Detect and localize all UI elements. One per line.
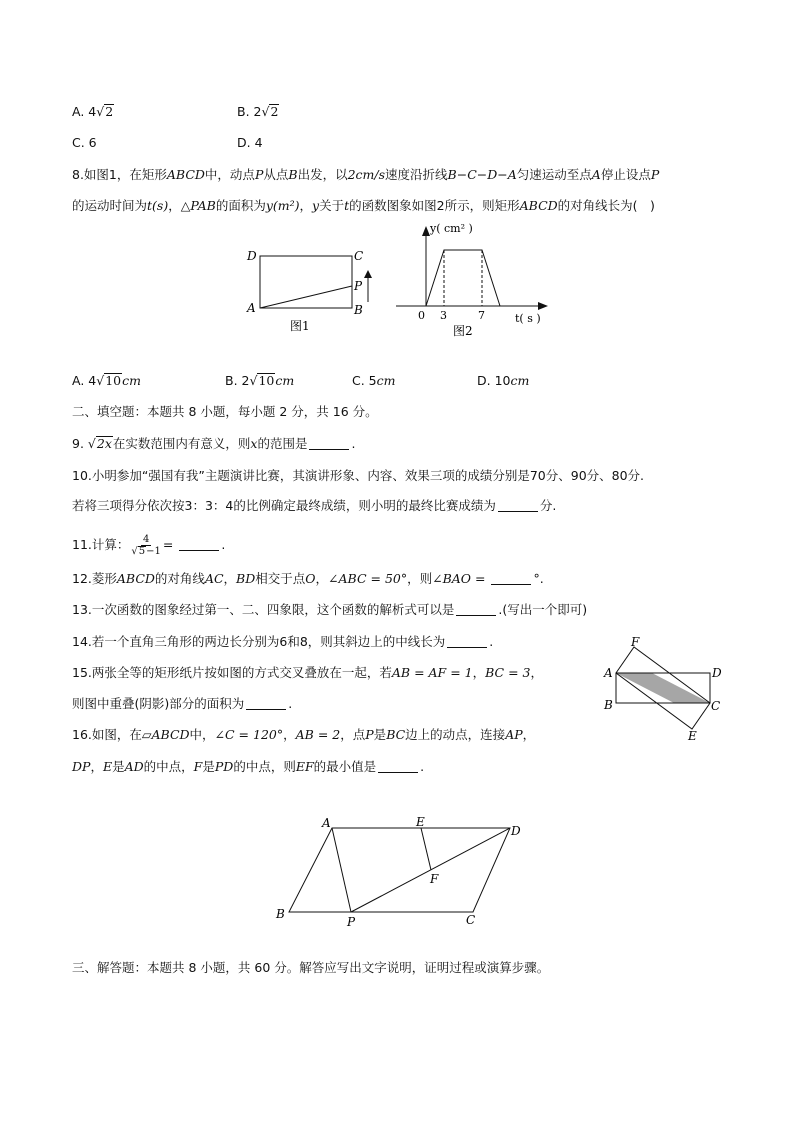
tick-label-7: 7 <box>478 309 485 322</box>
label-c: C <box>354 249 364 263</box>
q11-fraction: $\frac{4}{√5-1}$ <box>131 534 161 557</box>
q9: 9. √2x在实数范围内有意义，则x的范围是 . <box>72 436 356 451</box>
label-a: A <box>604 666 613 680</box>
area-function-graph <box>426 250 500 306</box>
label-e: E <box>688 729 697 743</box>
label-f: F <box>631 635 640 649</box>
label-b: B <box>354 303 363 317</box>
q8-stem-line2: 的运动时间为t(s)，△PAB的面积为y(m²)，y关于t的函数图象如图2所示，则矩形ABCD的对角线长为( ) <box>72 198 655 213</box>
rectangle-abcd <box>260 256 352 308</box>
q15-line1: 15.两张全等的矩形纸片按如图的方式交叉叠放在一起，若AB = AF = 1，BC = 3， <box>72 665 543 680</box>
y-axis-label: y( cm² ) <box>430 222 473 235</box>
fig1-caption: 图1 <box>290 319 310 333</box>
q8-option-d: D. 10cm <box>477 373 530 388</box>
q8-option-b: B. 2√10cm <box>225 373 295 388</box>
label-e: E <box>416 815 425 829</box>
segment-ap <box>332 828 351 912</box>
label-c: C <box>466 913 476 927</box>
y-axis-arrow-icon <box>422 226 430 236</box>
label-f: F <box>430 872 439 886</box>
label-c: C <box>711 699 721 713</box>
q14: 14.若一个直角三角形的两边长分别为6和8，则其斜边上的中线长为 . <box>72 634 494 649</box>
q12: 12.菱形ABCD的对角线AC，BD相交于点O，∠ABC = 50°，则∠BAO = °. <box>72 571 544 586</box>
parallelogram-abcd <box>289 828 510 912</box>
label-a: A <box>247 301 256 315</box>
q8-option-a: A. 4√10cm <box>72 373 141 388</box>
label-d: D <box>511 824 521 838</box>
origin-label: 0 <box>418 309 425 322</box>
q7-option-a: A. 4√2 <box>72 104 114 119</box>
q7-options-row1 <box>72 103 279 121</box>
q12-answer-blank[interactable] <box>491 572 531 585</box>
label-d: D <box>247 249 257 263</box>
label-b: B <box>604 698 613 712</box>
overlap-shaded-region <box>616 673 710 703</box>
section2-heading: 二、填空题：本题共 8 小题，每小题 2 分，共 16 分。 <box>72 404 378 419</box>
label-b: B <box>276 907 285 921</box>
q11-answer-blank[interactable] <box>179 538 219 551</box>
q16-line1: 16.如图，在▱ABCD中，∠C = 120°，AB = 2，点P是BC边上的动点，连接AP， <box>72 727 536 742</box>
label-p: P <box>354 279 363 293</box>
fig2-caption: 图2 <box>453 324 473 338</box>
q10-answer-blank[interactable] <box>498 499 538 512</box>
q7-options-row2 <box>72 134 263 152</box>
q7-option-c: C. 6 <box>72 135 97 150</box>
label-p: P <box>347 915 356 929</box>
q15-figure <box>598 633 728 743</box>
q10-line1: 10.小明参加“强国有我”主题演讲比赛，其演讲形象、内容、效果三项的成绩分别是70分、90分、80分. <box>72 468 645 483</box>
section3-heading: 三、解答题：本题共 8 小题，共 60 分。解答应写出文字说明，证明过程或演算步骤。 <box>72 960 550 975</box>
q8-figure1 <box>235 240 385 345</box>
q13: 13.一次函数的图象经过第一、二、四象限，这个函数的解析式可以是 .(写出一个即可) <box>72 602 588 617</box>
q7-option-d: D. 4 <box>237 135 263 150</box>
segment-ef <box>421 828 431 870</box>
tick-label-3: 3 <box>440 309 447 322</box>
q8-stem-line1: 8.如图1，在矩形ABCD中，动点P从点B出发，以2cm/s速度沿折线B−C−D−A匀速运动至点A停止设点P <box>72 167 660 182</box>
q11: 11.计算： $\frac{4}{√5-1}$ = . <box>72 534 226 557</box>
q15-line2: 则图中重叠(阴影)部分的面积为 . <box>72 696 293 711</box>
q15-answer-blank[interactable] <box>246 697 286 710</box>
label-d: D <box>712 666 722 680</box>
q16-answer-blank[interactable] <box>378 760 418 773</box>
q9-answer-blank[interactable] <box>309 437 349 450</box>
q14-answer-blank[interactable] <box>447 635 487 648</box>
q16-line2: DP，E是AD的中点，F是PD的中点，则EF的最小值是 . <box>72 759 425 774</box>
q7-option-b: B. 2√2 <box>237 104 279 119</box>
q8-option-c: C. 5cm <box>352 373 396 388</box>
q8-figure2 <box>390 218 560 343</box>
q8-options <box>72 372 530 390</box>
segment-ap <box>260 286 352 308</box>
q13-answer-blank[interactable] <box>456 603 496 616</box>
x-axis-arrow-icon <box>538 302 548 310</box>
x-axis-label: t( s ) <box>515 312 541 325</box>
q10-line2: 若将三项得分依次按3：3：4的比例确定最终成绩，则小明的最终比赛成绩为 分. <box>72 498 557 513</box>
q16-figure <box>270 812 530 930</box>
arrowhead-icon <box>364 270 372 278</box>
label-a: A <box>322 816 331 830</box>
